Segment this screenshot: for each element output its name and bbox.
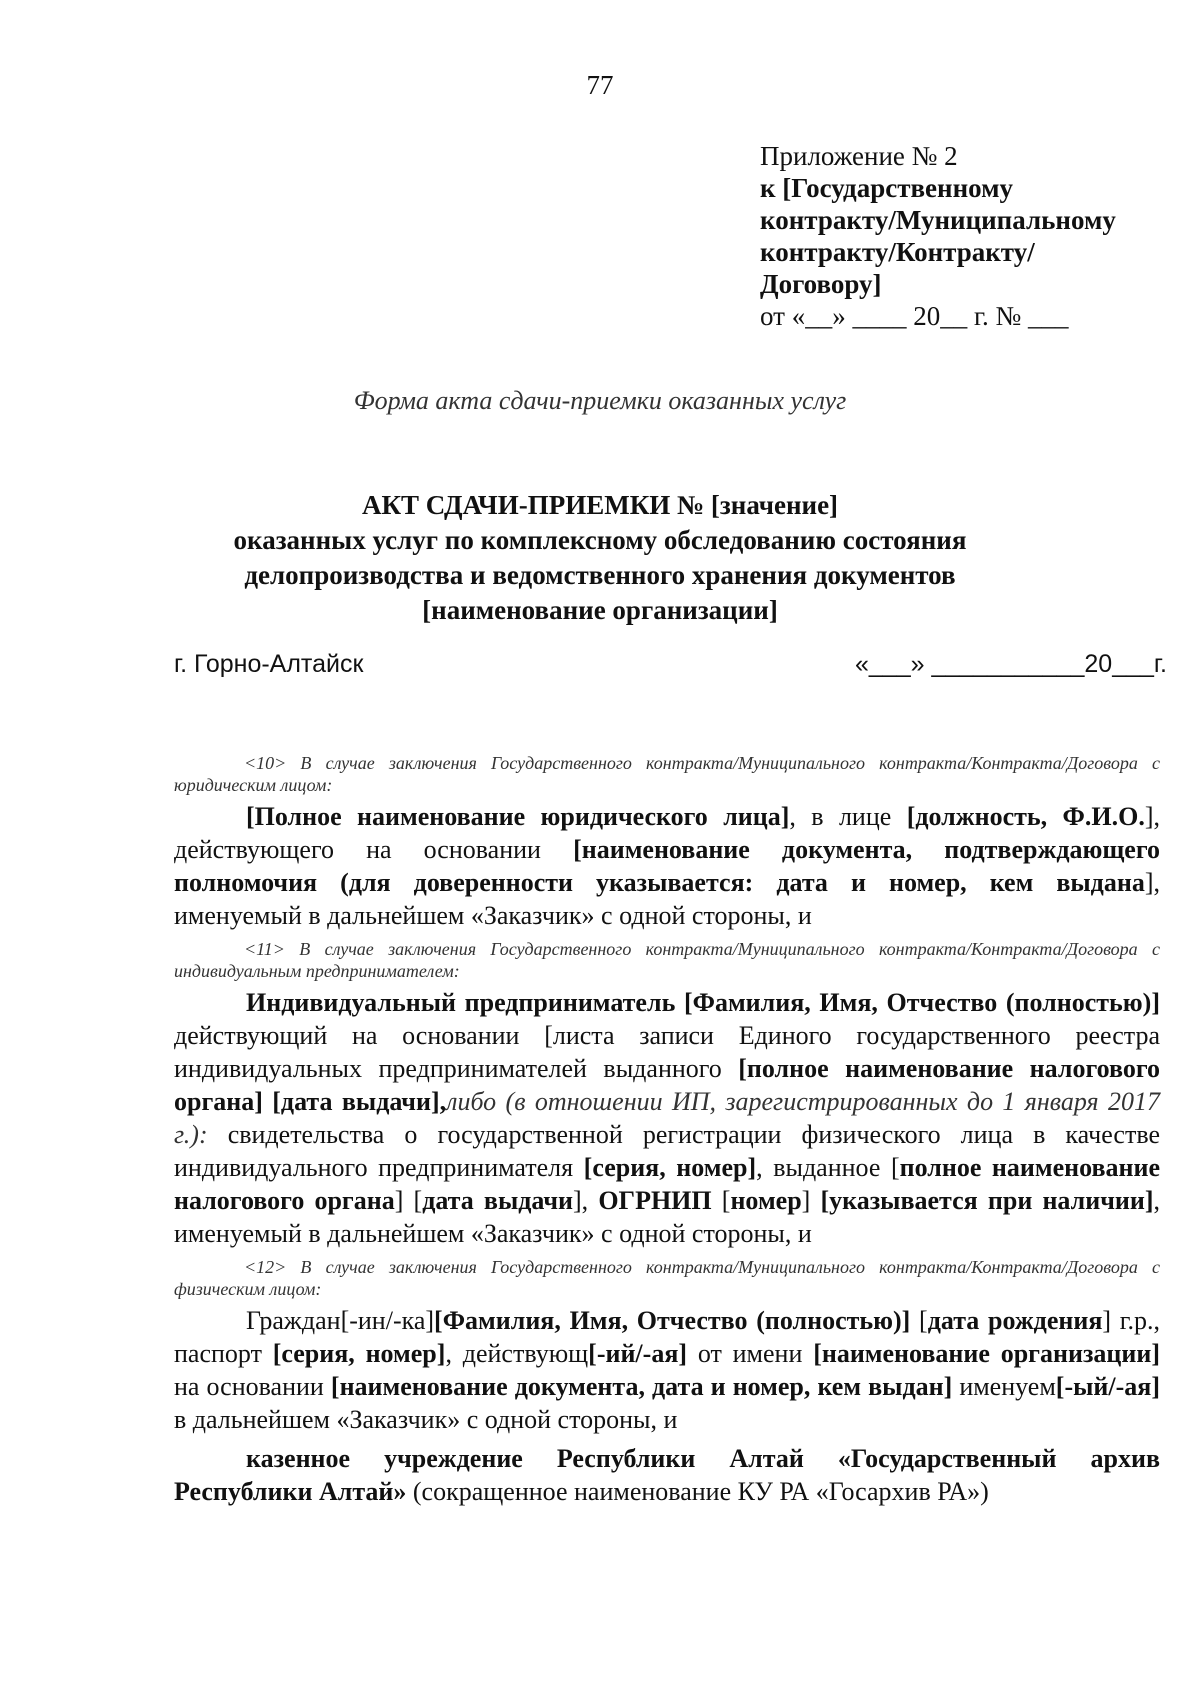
text-bold: [Полное наименование юридического лица] bbox=[246, 802, 790, 831]
text-bold: полное наименование налогового органа bbox=[174, 1153, 1160, 1215]
text: ], действующего на основании bbox=[174, 802, 1160, 864]
form-caption: Форма акта сдачи-приемки оказанных услуг bbox=[353, 386, 847, 415]
text-bold: [должность, Ф.И.О. bbox=[906, 802, 1145, 831]
text-bold: [серия, номер] bbox=[272, 1339, 446, 1368]
text: , в лице bbox=[789, 802, 907, 831]
document-body bbox=[174, 752, 1160, 1514]
text: , выданное [ bbox=[756, 1153, 900, 1182]
appendix-header bbox=[760, 140, 1160, 332]
footnote-10: <10> В случае заключения Государственного контракта/Муниципального контракта/Контракта/Договора с юридическим лицом: bbox=[174, 753, 1160, 795]
text: ] г.р., паспорт bbox=[174, 1306, 1160, 1368]
text: ] bbox=[801, 1186, 821, 1215]
text: свидетельства о государственной регистрации физического лица в качестве индивидуального предпринимателя bbox=[174, 1120, 1160, 1182]
text: на основании bbox=[174, 1372, 331, 1401]
act-title bbox=[0, 488, 1200, 628]
paragraph-entrepreneur bbox=[174, 986, 1160, 1250]
text-bold: [Фамилия, Имя, Отчество (полностью)] bbox=[434, 1306, 911, 1335]
text: , именуемый в дальнейшем «Заказчик» с одной стороны, и bbox=[174, 1186, 1160, 1248]
text: ], именуемый в дальнейшем «Заказчик» с одной стороны, и bbox=[174, 868, 1160, 930]
text-bold: дата рождения bbox=[927, 1306, 1103, 1335]
act-title-line: АКТ СДАЧИ-ПРИЕМКИ № [значение] bbox=[361, 490, 839, 520]
text-bold: [наименование организации] bbox=[813, 1339, 1160, 1368]
text-bold: [полное наименование налогового органа] [дата выдачи], bbox=[174, 1054, 1160, 1116]
text-italic: либо (в отношении ИП, зарегистрированных до 1 января 2017 г.): bbox=[174, 1087, 1160, 1149]
text: , действующ bbox=[445, 1339, 589, 1368]
text-bold: [серия, номер] bbox=[583, 1153, 757, 1182]
footnote-12: <12> В случае заключения Государственного контракта/Муниципального контракта/Контракта/Договора с физическим лицом: bbox=[174, 1257, 1160, 1299]
appendix-line: контракту/Муниципальному bbox=[760, 205, 1116, 235]
paragraph-archive bbox=[174, 1442, 1160, 1508]
text-bold: [наименование документа, дата и номер, кем выдан] bbox=[330, 1372, 953, 1401]
text-bold: Индивидуальный предприниматель [Фамилия, Имя, Отчество (полностью)] bbox=[246, 988, 1160, 1017]
page-number: 77 bbox=[586, 70, 614, 100]
text: ] [ bbox=[394, 1186, 423, 1215]
text: действующий на основании [листа записи Единого государственного реестра индивидуальных предпринимателей выданного bbox=[174, 1021, 1160, 1083]
appendix-line: к [Государственному bbox=[760, 173, 1014, 203]
text-bold: [-ий/-ая] bbox=[588, 1339, 688, 1368]
appendix-line: Приложение № 2 bbox=[760, 141, 958, 171]
text-bold: казенное учреждение Республики Алтай «Государственный архив Республики Алтай» bbox=[174, 1444, 1160, 1506]
text: в дальнейшем «Заказчик» с одной стороны, и bbox=[174, 1405, 678, 1434]
text-bold: [наименование документа, подтверждающего полномочия (для доверенности указывается: дата и номер, кем выдана bbox=[174, 835, 1160, 897]
text: от имени bbox=[687, 1339, 814, 1368]
text-bold: [-ый/-ая] bbox=[1055, 1372, 1160, 1401]
paragraph-individual bbox=[174, 1304, 1160, 1436]
act-title-line: делопроизводства и ведомственного хранения документов bbox=[244, 560, 956, 590]
date-placeholder: «___» ___________20___г. bbox=[855, 650, 1167, 678]
paragraph-legal-entity bbox=[174, 800, 1160, 932]
text-bold: номер bbox=[730, 1186, 802, 1215]
footnote-11: <11> В случае заключения Государственного контракта/Муниципального контракта/Контракта/Договора с индивидуальным предпринимателем: bbox=[174, 939, 1160, 981]
text: [ bbox=[910, 1306, 928, 1335]
text-bold: дата выдачи bbox=[422, 1186, 573, 1215]
text: (сокращенное наименование КУ РА «Госархив РА») bbox=[406, 1477, 989, 1506]
act-title-line: [наименование организации] bbox=[422, 595, 778, 625]
text-bold: ОГРНИП bbox=[598, 1186, 712, 1215]
text-bold: [указывается при наличии] bbox=[820, 1186, 1154, 1215]
text: [ bbox=[711, 1186, 731, 1215]
text: ], bbox=[573, 1186, 599, 1215]
text: именуем bbox=[952, 1372, 1056, 1401]
text: Граждан[-ин/-ка] bbox=[246, 1306, 435, 1335]
appendix-line: контракту/Контракту/ bbox=[760, 237, 1035, 267]
appendix-line: Договору] bbox=[760, 269, 882, 299]
city-label: г. Горно-Алтайск bbox=[174, 650, 364, 678]
act-title-line: оказанных услуг по комплексному обследованию состояния bbox=[233, 525, 967, 555]
appendix-date-line: от «__» ____ 20__ г. № ___ bbox=[760, 301, 1069, 331]
